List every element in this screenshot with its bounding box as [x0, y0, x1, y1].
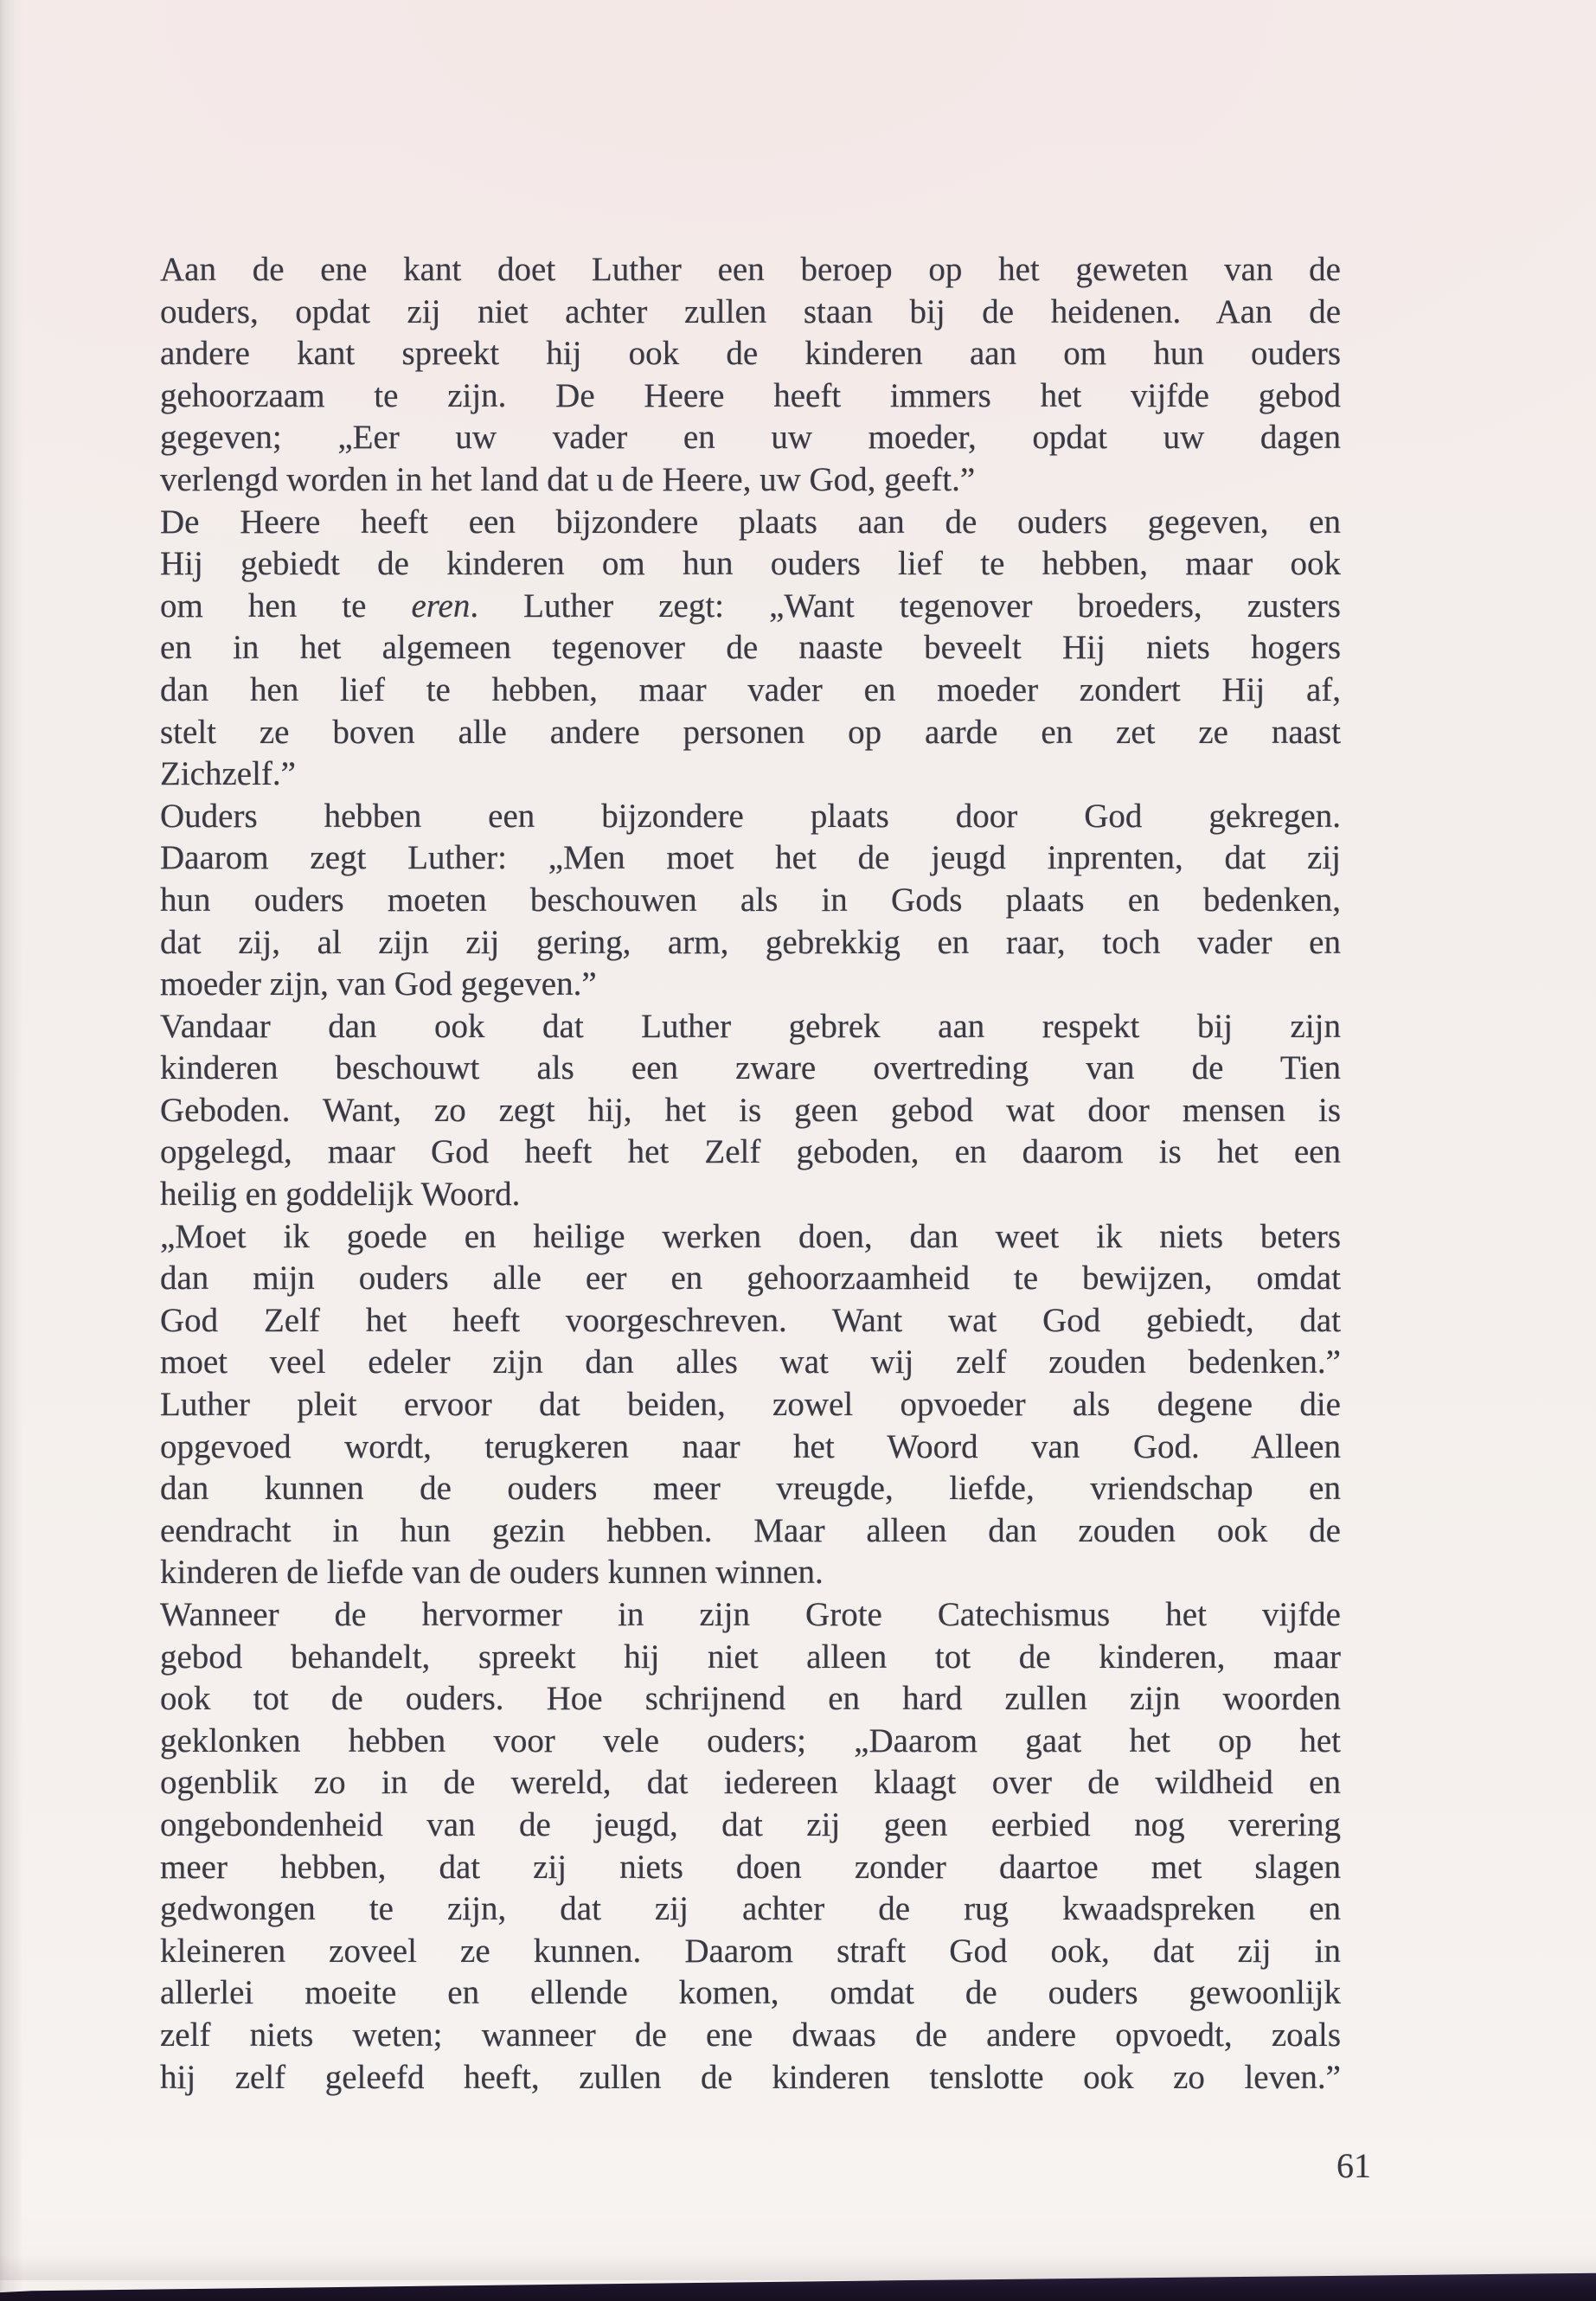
- text-line: en in het algemeen tegenover de naaste beveelt Hij niets hogers: [160, 629, 1341, 667]
- text-line: Aan de ene kant doet Luther een beroep op het geweten van de: [160, 251, 1341, 288]
- text-line: God Zelf het heeft voorgeschreven. Want wat God gebiedt, dat: [160, 1301, 1341, 1339]
- text-line: Ouders hebben een bijzondere plaats door God gekregen.: [160, 797, 1341, 835]
- text-line: „Moet ik goede en heilige werken doen, dan weet ik niets beters: [160, 1217, 1341, 1255]
- text-line: ouders, opdat zij niet achter zullen staan bij de heidenen. Aan de: [160, 292, 1341, 330]
- text-line: andere kant spreekt hij ook de kinderen aan om hun ouders: [160, 335, 1341, 373]
- text-line: stelt ze boven alle andere personen op aarde en zet ze naast: [160, 713, 1341, 751]
- text-line: Luther pleit ervoor dat beiden, zowel opvoeder als degene die: [160, 1386, 1341, 1424]
- text-block: [160, 249, 1341, 2099]
- text-line: gedwongen te zijn, dat zij achter de rug kwaadspreken en: [160, 1890, 1341, 1928]
- text-line: Hij gebiedt de kinderen om hun ouders lief te hebben, maar ook: [160, 545, 1341, 583]
- text-line: gehoorzaam te zijn. De Heere heeft immers het vijfde gebod: [160, 376, 1341, 414]
- text-line: verlengd worden in het land dat u de Heere, uw God, geeft.”: [160, 460, 976, 498]
- text-line: kinderen de liefde van de ouders kunnen winnen.: [160, 1554, 824, 1592]
- text-line: Wanneer de hervormer in zijn Grote Catechismus het vijfde: [160, 1596, 1341, 1633]
- text-line: meer hebben, dat zij niets doen zonder daartoe met slagen: [160, 1848, 1341, 1886]
- text-line: moet veel edeler zijn dan alles wat wij zelf zouden bedenken.”: [160, 1343, 1341, 1381]
- text-line: ongebondenheid van de jeugd, dat zij geen eerbied nog verering: [160, 1805, 1341, 1843]
- text-line: om hen te eren. Luther zegt: „Want tegenover broeders, zusters: [160, 586, 1341, 625]
- text-line: geklonken hebben voor vele ouders; „Daarom gaat het op het: [160, 1721, 1341, 1759]
- text-line: allerlei moeite en ellende komen, omdat de ouders gewoonlijk: [160, 1974, 1341, 2012]
- text-line: gegeven; „Eer uw vader en uw moeder, opdat uw dagen: [160, 419, 1341, 457]
- text-line: hij zelf geleefd heeft, zullen de kinderen tenslotte ook zo leven.”: [160, 2058, 1341, 2096]
- text-line: dat zij, al zijn zij gering, arm, gebrekkig en raar, toch vader en: [160, 923, 1341, 961]
- text-line: kleineren zoveel ze kunnen. Daarom straft God ook, dat zij in: [160, 1932, 1341, 1970]
- text-line: ogenblik zo in de wereld, dat iedereen klaagt over de wildheid en: [160, 1764, 1341, 1802]
- scan-edge-strip: [0, 0, 22, 2301]
- text-line: opgevoed wordt, terugkeren naar het Woord van God. Alleen: [160, 1427, 1341, 1465]
- text-line: moeder zijn, van God gegeven.”: [160, 965, 597, 1003]
- page-number: 61: [1336, 2146, 1371, 2185]
- text-line: hun ouders moeten beschouwen als in Gods plaats en bedenken,: [160, 881, 1341, 919]
- text-line: ook tot de ouders. Hoe schrijnend en hard zullen zijn woorden: [160, 1680, 1341, 1718]
- text-line: dan hen lief te hebben, maar vader en moeder zondert Hij af,: [160, 670, 1341, 708]
- text-line: Daarom zegt Luther: „Men moet het de jeugd inprenten, dat zij: [160, 839, 1341, 877]
- text-line: Zichzelf.”: [160, 755, 296, 793]
- text-line: Geboden. Want, zo zegt hij, het is geen gebod wat door mensen is: [160, 1091, 1341, 1129]
- text-line: dan mijn ouders alle eer en gehoorzaamheid te bewijzen, omdat: [160, 1259, 1341, 1298]
- text-line: heilig en goddelijk Woord.: [160, 1176, 521, 1214]
- text-line: dan kunnen de ouders meer vreugde, liefde, vriendschap en: [160, 1470, 1341, 1508]
- text-line: eendracht in hun gezin hebben. Maar alleen dan zouden ook de: [160, 1511, 1341, 1549]
- text-line: zelf niets weten; wanneer de ene dwaas de andere opvoedt, zoals: [160, 2016, 1341, 2054]
- text-line: kinderen beschouwt als een zware overtreding van de Tien: [160, 1049, 1341, 1087]
- text-line: gebod behandelt, spreekt hij niet alleen tot de kinderen, maar: [160, 1638, 1341, 1676]
- text-line: De Heere heeft een bijzondere plaats aan de ouders gegeven, en: [160, 503, 1341, 541]
- text-line: opgelegd, maar God heeft het Zelf geboden, en daarom is het een: [160, 1133, 1341, 1171]
- text-line: Vandaar dan ook dat Luther gebrek aan respekt bij zijn: [160, 1007, 1341, 1045]
